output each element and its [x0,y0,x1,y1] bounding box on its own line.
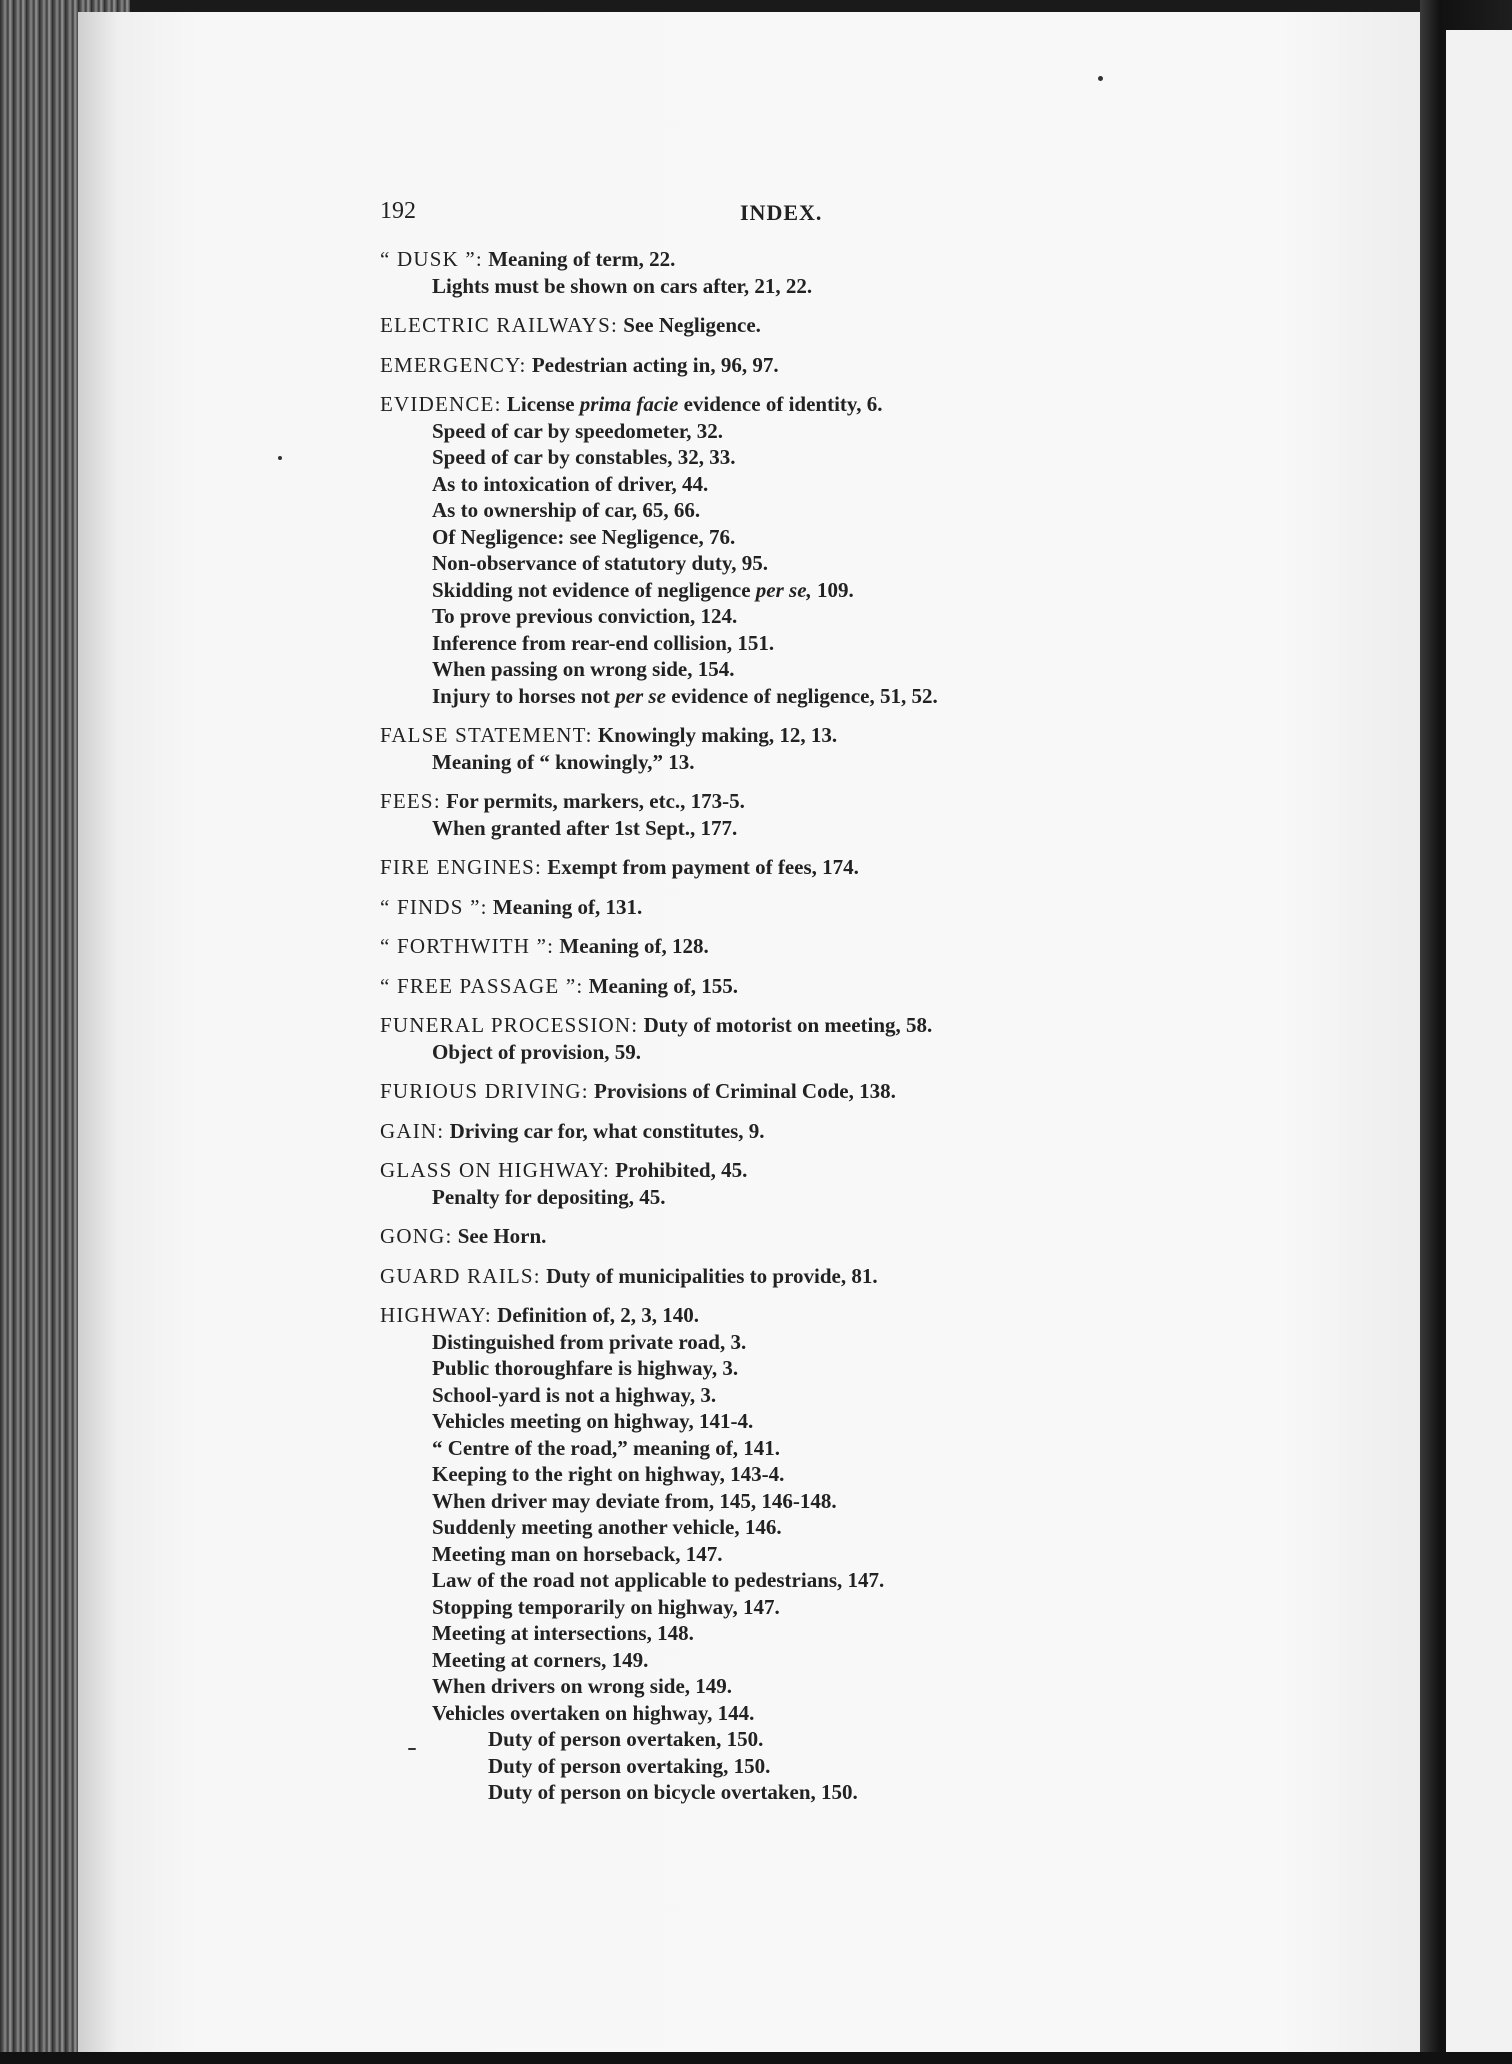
entry-line [380,1302,1380,1329]
entry-line [380,246,1380,273]
entry-heading: FIRE ENGINES: [380,855,543,879]
entry-heading: GONG: [380,1224,453,1248]
entry-heading: GLASS ON HIGHWAY: [380,1158,611,1182]
sub-entry-text: Injury to horses not [432,683,610,708]
entry-text: Meaning of, 128. [559,934,709,958]
sub-entry: Law of the road not applicable to pedestrians, 147. [432,1568,885,1592]
sub-entry: Meeting at intersections, 148. [432,1621,694,1645]
sub-entry: Vehicles overtaken on highway, 144. [432,1700,755,1725]
sub-entry: Meeting man on horseback, 147. [432,1541,723,1566]
sub-entry: When granted after 1st Sept., 177. [432,815,738,840]
sub-entry: Vehicles meeting on highway, 141-4. [432,1409,754,1433]
entry-line [380,1078,1380,1105]
sub-entry: Inference from rear-end collision, 151. [432,630,775,655]
sub-entry: When drivers on wrong side, 149. [432,1674,733,1698]
index-entry-emergency [380,352,1380,379]
index-entry-gong [380,1223,1380,1250]
entry-heading: GUARD RAILS: [380,1263,541,1288]
sub-entry: Suddenly meeting another vehicle, 146. [432,1515,782,1539]
entry-text: evidence of identity, 6. [683,392,883,416]
sub-entry-text: evidence of negligence, 51, 52. [671,683,938,708]
sub-entry: Speed of car by constables, 32, 33. [432,445,736,469]
entry-line [380,933,1380,960]
entry-text: Duty of motorist on meeting, 58. [643,1013,933,1037]
sub-entry: Distinguished from private road, 3. [432,1329,747,1354]
entry-heading: FALSE STATEMENT: [380,723,593,747]
index-entry-glass-on-highway [380,1157,1380,1210]
entry-text: Prohibited, 45. [615,1158,748,1182]
sub-entry: When driver may deviate from, 145, 146-148. [432,1488,837,1513]
index-entry-electric-railways [380,312,1380,339]
sub-entry: Keeping to the right on highway, 143-4. [432,1462,785,1486]
entry-text: Exempt from payment of fees, 174. [547,855,859,879]
entry-text: Duty of municipalities to provide, 81. [546,1263,878,1288]
sub-entry: Non-observance of statutory duty, 95. [432,551,768,575]
sub-entry: School-yard is not a highway, 3. [432,1382,717,1407]
speck [278,456,282,460]
index-entry-guard-rails [380,1263,1380,1290]
index-entry-gain [380,1118,1380,1145]
scan-border-bottom [0,2052,1512,2064]
entry-line [380,1223,1380,1250]
entry-line [380,722,1380,749]
entry-line [380,894,1380,921]
facing-page-edge [1446,30,1512,2064]
entry-line [380,973,1380,1000]
entry-text: Meaning of, 131. [492,894,643,919]
entry-text: Meaning of term, 22. [488,247,676,271]
index-entry-false-statement [380,722,1380,775]
index-entry-funeral-procession [380,1012,1380,1065]
entry-line [380,1263,1380,1290]
sub-entry: Speed of car by speedometer, 32. [432,418,724,443]
entry-heading: EVIDENCE: [380,392,502,416]
running-head: INDEX. [740,200,823,225]
index-entry-fees [380,788,1380,841]
entry-heading: “ FINDS ”: [380,894,488,919]
entry-text: Driving car for, what constitutes, 9. [449,1118,765,1143]
sub-entry-italic: per se, [755,577,812,602]
entry-line [380,1118,1380,1145]
entry-heading: FURIOUS DRIVING: [380,1079,589,1103]
index-entry-evidence [380,391,1380,709]
index-entry-free-passage [380,973,1380,1000]
sub-entry: Public thoroughfare is highway, 3. [432,1356,739,1380]
page-number: 192 [380,198,416,224]
sub-entry-italic: per se [615,683,666,708]
entry-heading: “ DUSK ”: [380,247,483,271]
entry-text: Knowingly making, 12, 13. [597,723,838,747]
sub-entry: “ Centre of the road,” meaning of, 141. [432,1435,781,1460]
entry-text-italic: prima facie [579,392,679,416]
entry-heading: “ FREE PASSAGE ”: [380,973,584,998]
sub-entry: When passing on wrong side, 154. [432,657,735,681]
index-entry-furious-driving [380,1078,1380,1105]
entry-heading: FEES: [380,789,441,813]
index-entry-dusk [380,246,1380,299]
sub-entry: Meaning of “ knowingly,” 13. [432,749,695,774]
entry-text: Pedestrian acting in, 96, 97. [531,352,779,377]
index-entry-finds [380,894,1380,921]
entry-line [380,788,1380,815]
sub-entry-text: Skidding not evidence of negligence [432,577,751,602]
sub-entry: As to intoxication of driver, 44. [432,471,709,496]
entry-line [380,1012,1380,1039]
sub-entry: Stopping temporarily on highway, 147. [432,1594,780,1619]
sub-sub-entry: Duty of person on bicycle overtaken, 150. [488,1780,858,1804]
index-entry-fire-engines [380,854,1380,881]
index-entry-highway [380,1302,1380,1806]
entry-line [380,352,1380,379]
sub-sub-entry: Duty of person overtaking, 150. [488,1753,771,1778]
entry-heading: FUNERAL PROCESSION: [380,1013,639,1037]
sub-entry: As to ownership of car, 65, 66. [432,498,701,522]
entry-text: License [506,392,575,416]
sub-entry: Lights must be shown on cars after, 21, 22. [432,273,813,298]
sub-entry: To prove previous conviction, 124. [432,604,738,628]
entry-line [380,1157,1380,1184]
sub-entry: Meeting at corners, 149. [432,1647,649,1672]
sub-entry: Object of provision, 59. [432,1039,642,1064]
entry-text: Meaning of, 155. [588,973,738,998]
index-list [380,246,1380,1819]
entry-heading: ELECTRIC RAILWAYS: [380,313,619,337]
page-header [380,198,1080,234]
sub-entry: Penalty for depositing, 45. [432,1184,666,1209]
sub-entry [380,577,1380,604]
speck [1098,76,1103,81]
entry-text: For permits, markers, etc., 173-5. [446,789,745,813]
entry-text: Provisions of Criminal Code, 138. [594,1079,896,1103]
entry-heading: EMERGENCY: [380,352,527,377]
entry-line [380,312,1380,339]
sub-entry: Of Negligence: see Negligence, 76. [432,524,736,549]
entry-text: See Negligence. [623,313,761,337]
entry-text: Definition of, 2, 3, 140. [497,1303,699,1327]
sub-sub-entry: Duty of person overtaken, 150. [488,1727,764,1751]
index-entry-forthwith [380,933,1380,960]
entry-line [380,391,1380,418]
sub-entry [380,683,1380,710]
entry-heading: “ FORTHWITH ”: [380,934,555,958]
entry-heading: HIGHWAY: [380,1303,492,1327]
entry-heading: GAIN: [380,1118,445,1143]
entry-text: See Horn. [457,1224,547,1248]
sub-entry-text: 109. [817,577,854,602]
entry-line [380,854,1380,881]
